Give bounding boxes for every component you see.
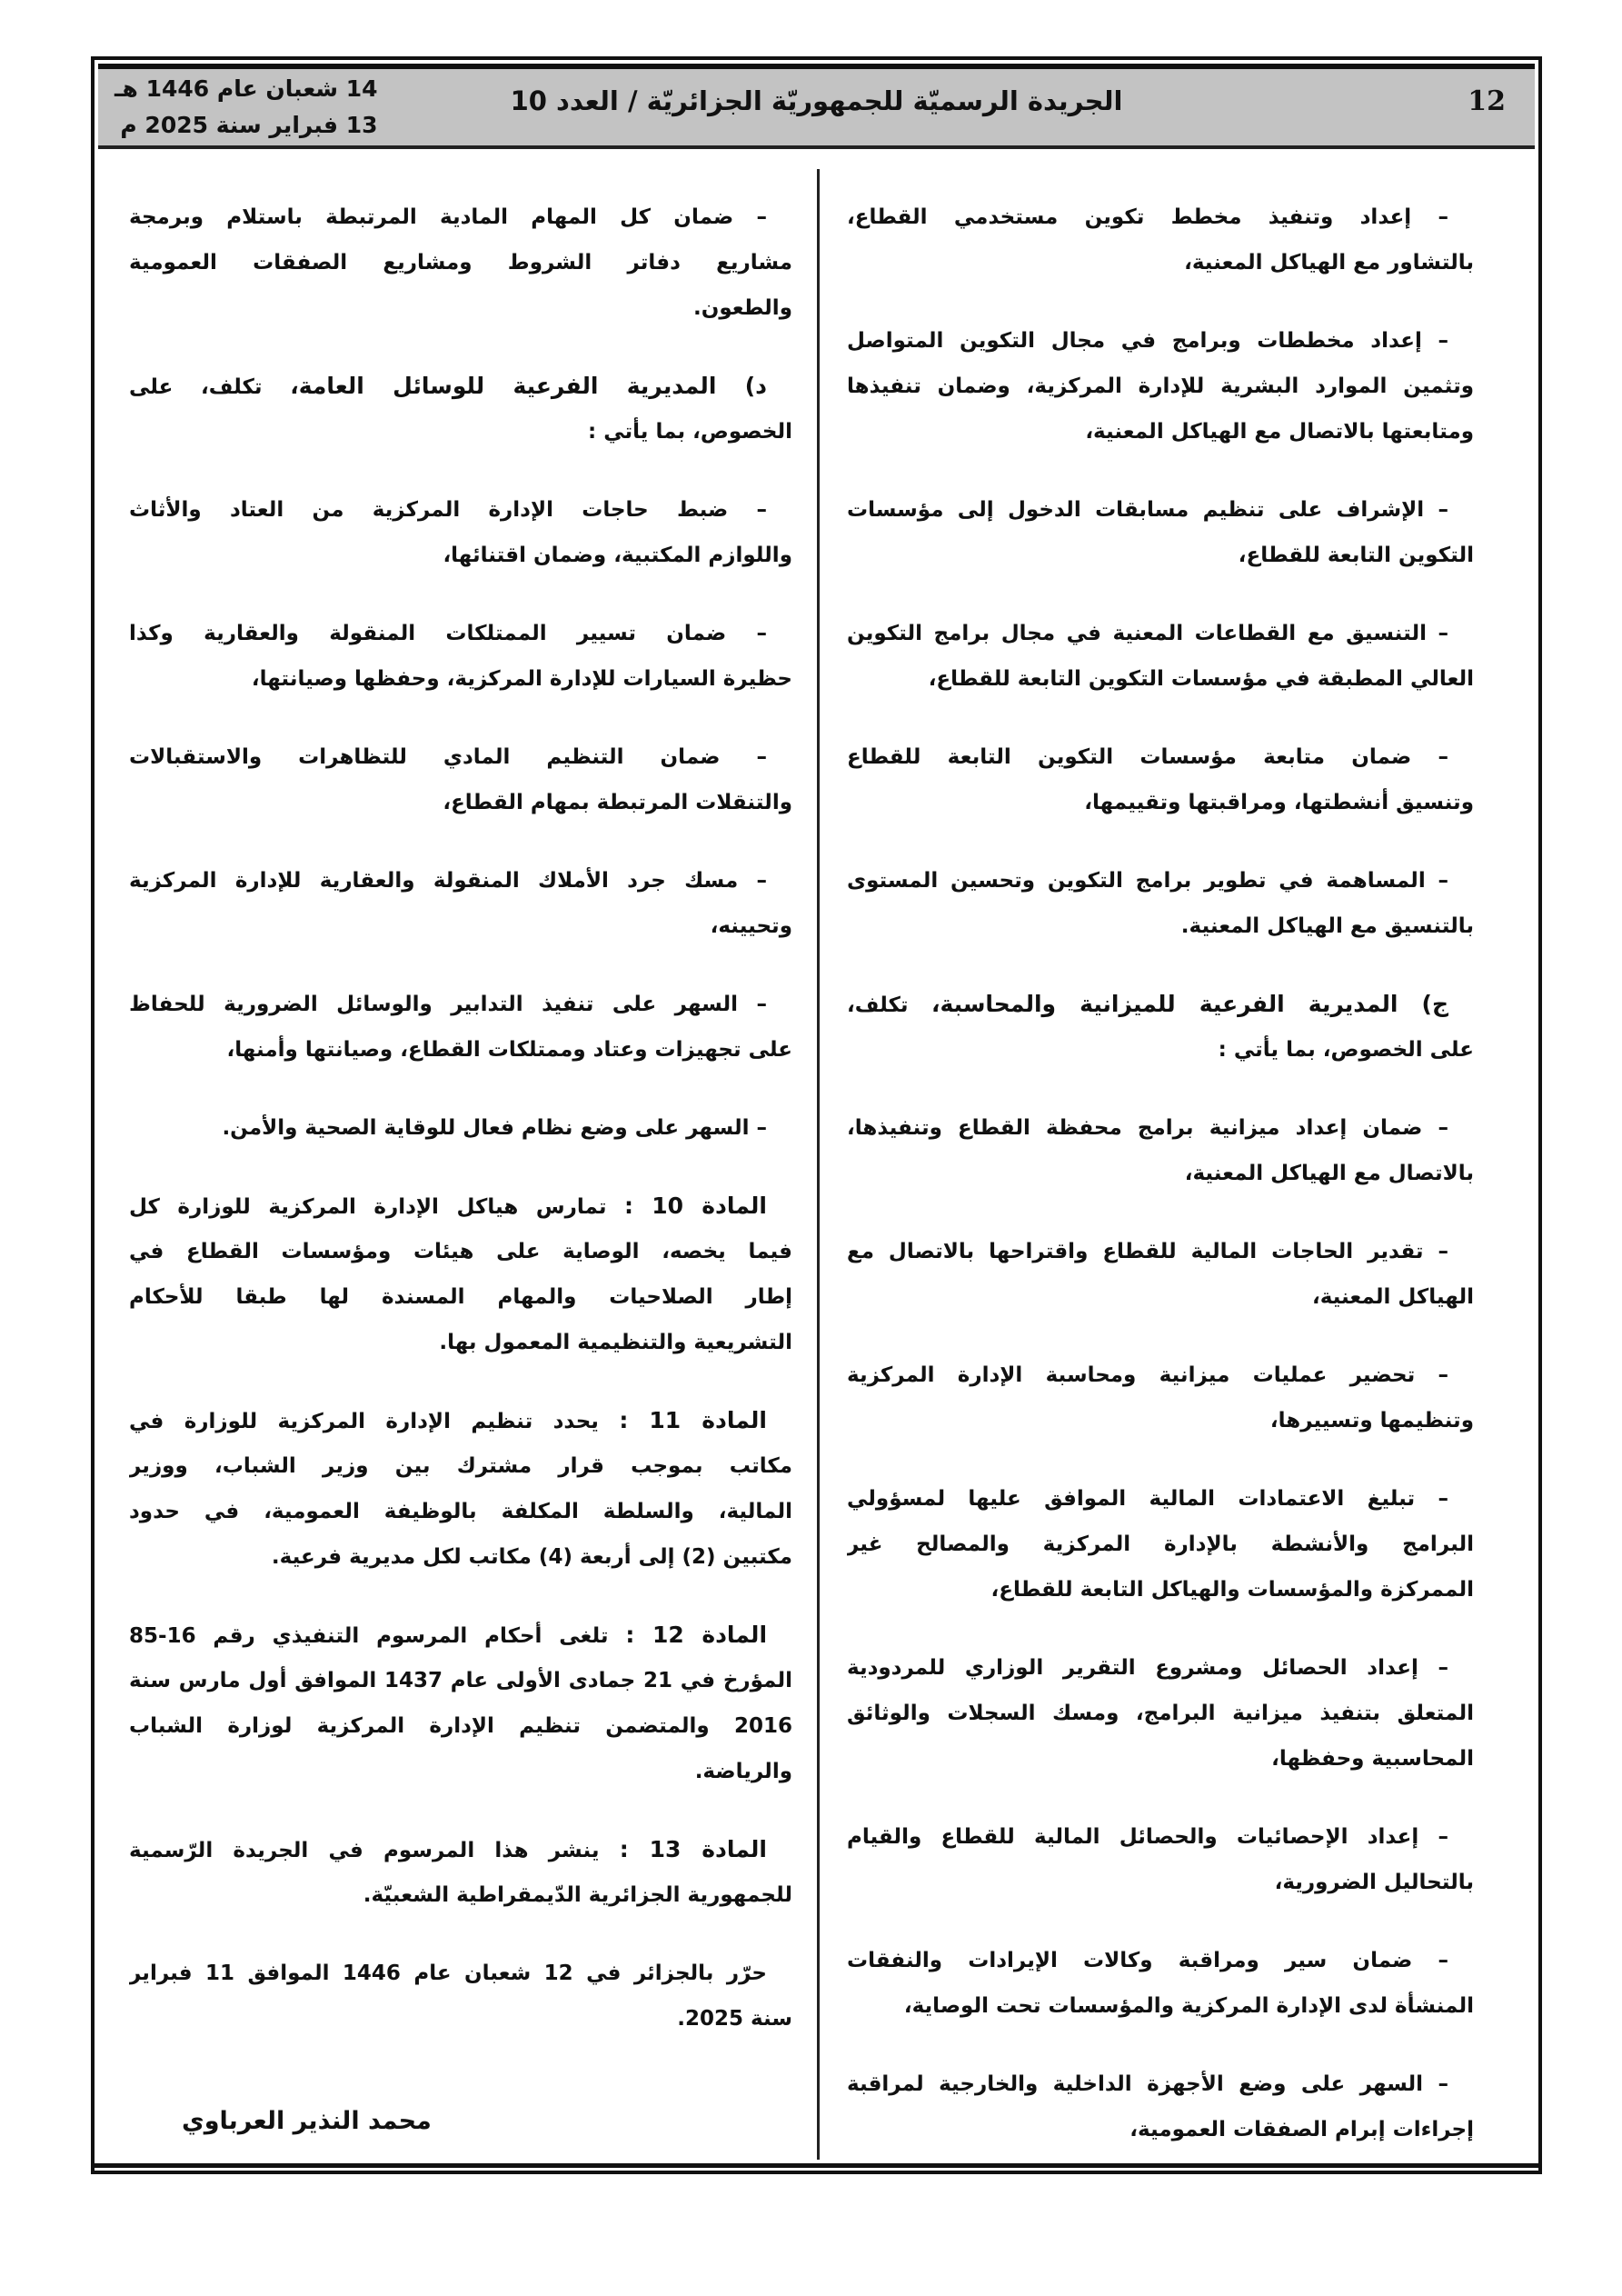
line-text: إطار الصلاحيات والمهام المسندة لها طبقا للأحكام xyxy=(129,1285,792,1309)
text-line xyxy=(129,1443,792,1489)
text-line xyxy=(847,1476,1474,1522)
right-column xyxy=(847,195,1474,2185)
left-column xyxy=(129,195,792,2074)
text-line xyxy=(847,1398,1474,1443)
text-line xyxy=(847,487,1474,533)
line-text: مكاتب بموجب قرار مشترك بين وزير الشباب، ووزير xyxy=(129,1454,792,1478)
line-text: إجراءات إبرام الصفقات العمومية، xyxy=(1129,2118,1474,2141)
line-text: – إعداد وتنفيذ مخطط تكوين مستخدمي القطاع، xyxy=(847,205,1448,229)
page-header xyxy=(98,64,1535,149)
line-text: – السهر على تنفيذ التدابير والوسائل الضرورية للحفاظ xyxy=(129,993,767,1016)
text-line xyxy=(847,1274,1474,1320)
line-text: تلغى أحكام المرسوم التنفيذي رقم 16-85 xyxy=(129,1624,626,1648)
text-line xyxy=(847,1814,1474,1860)
text-line xyxy=(129,1320,792,1365)
line-text: – تقدير الحاجات المالية للقطاع واقتراحها بالاتصال مع xyxy=(847,1240,1448,1263)
text-line xyxy=(847,780,1474,825)
line-text: تكلف، xyxy=(847,993,931,1017)
text-line xyxy=(847,903,1474,949)
article-paragraph xyxy=(129,1827,792,1918)
list-item xyxy=(847,1229,1474,1320)
text-line xyxy=(129,240,792,285)
line-text: 2016 والمتضمن تنظيم الإدارة المركزية لوزارة الشباب xyxy=(129,1714,792,1738)
list-item xyxy=(129,1105,792,1151)
text-line xyxy=(129,903,792,949)
text-line xyxy=(847,409,1474,454)
text-line xyxy=(847,1105,1474,1151)
line-text: – ضمان كل المهام المادية المرتبطة باستلام وبرمجة xyxy=(129,205,767,229)
line-text: حرّر بالجزائر في 12 شعبان عام 1446 الموافق 11 فبراير xyxy=(129,1962,767,1985)
column-divider xyxy=(817,169,820,2160)
line-text: على الخصوص، بما يأتي : xyxy=(1218,1038,1474,1062)
text-line xyxy=(129,364,792,409)
line-text: – إعداد مخططات وبرامج في مجال التكوين المتواصل xyxy=(847,329,1448,353)
line-text: – تحضير عمليات ميزانية ومحاسبة الإدارة المركزية xyxy=(847,1363,1448,1387)
text-line xyxy=(847,1567,1474,1612)
line-text: سنة 2025. xyxy=(677,2007,792,2031)
line-text: والرياضة. xyxy=(694,1760,792,1783)
article-paragraph xyxy=(129,1183,792,1365)
line-text: – ضمان تسيير الممتلكات المنقولة والعقارية وكذا xyxy=(129,622,767,645)
list-item xyxy=(847,487,1474,578)
text-line xyxy=(847,364,1474,409)
signature: محمد النذير العرباوي xyxy=(182,2107,432,2135)
line-text: مكتبين (2) إلى أربعة (4) مكاتب لكل مديرية فرعية. xyxy=(271,1545,792,1569)
line-text: – المساهمة في تطوير برامج التكوين وتحسين المستوى xyxy=(847,869,1448,893)
text-line xyxy=(129,1827,792,1872)
text-line xyxy=(847,1151,1474,1196)
text-line xyxy=(129,195,792,240)
text-line xyxy=(129,1274,792,1320)
text-line xyxy=(129,487,792,533)
line-text: التكوين التابعة للقطاع، xyxy=(1238,544,1474,567)
bold-heading: المادة 12 : xyxy=(625,1622,768,1648)
list-item xyxy=(847,1105,1474,1196)
text-line xyxy=(129,285,792,331)
line-text: فيما يخصه، الوصاية على هيئات ومؤسسات القطاع في xyxy=(129,1240,792,1263)
line-text: – ضمان سير ومراقبة وكالات الإيرادات والنفقات xyxy=(847,1949,1448,1972)
text-line xyxy=(129,1489,792,1534)
text-line xyxy=(847,1645,1474,1691)
list-item xyxy=(129,982,792,1073)
line-text: التشريعية والتنظيمية المعمول بها. xyxy=(439,1331,792,1354)
list-item xyxy=(847,1353,1474,1443)
bold-heading: د) المديرية الفرعية للوسائل العامة، xyxy=(290,373,767,399)
list-item xyxy=(847,1938,1474,2029)
text-line xyxy=(847,1983,1474,2029)
line-text: الهياكل المعنية، xyxy=(1311,1285,1474,1309)
text-line xyxy=(847,1353,1474,1398)
list-item xyxy=(129,195,792,331)
bottom-rule xyxy=(91,2171,1542,2174)
text-line xyxy=(129,1996,792,2041)
line-text: وتنظيمها وتسييرها، xyxy=(1269,1409,1474,1433)
text-line xyxy=(129,1658,792,1703)
line-text: بالتحاليل الضرورية، xyxy=(1274,1871,1474,1894)
line-text: – ضمان التنظيم المادي للتظاهرات والاستقبالات xyxy=(129,745,767,769)
line-text: المتعلق بتنفيذ ميزانية البرامج، ومسك السجلات والوثائق xyxy=(847,1702,1474,1725)
line-text: المحاسبية وحفظها، xyxy=(1271,1747,1474,1771)
line-text: – إعداد الإحصائيات والحصائل المالية للقطاع والقيام xyxy=(847,1825,1448,1849)
line-text: والتنقلات المرتبطة بمهام القطاع، xyxy=(443,791,792,814)
text-line xyxy=(847,1736,1474,1782)
list-item xyxy=(129,858,792,949)
text-line xyxy=(847,734,1474,780)
bottom-rule xyxy=(91,2163,1542,2168)
line-text: المنشأة لدى الإدارة المركزية والمؤسسات تحت الوصاية، xyxy=(903,1994,1474,2018)
line-text: – إعداد الحصائل ومشروع التقرير الوزاري للمردودية xyxy=(847,1656,1448,1680)
list-item xyxy=(847,318,1474,454)
text-line xyxy=(847,2107,1474,2152)
list-item xyxy=(847,858,1474,949)
line-text: بالتشاور مع الهياكل المعنية، xyxy=(1184,251,1474,275)
text-line xyxy=(129,858,792,903)
line-text: – الإشراف على تنظيم مسابقات الدخول إلى مؤسسات xyxy=(847,498,1448,522)
list-item xyxy=(129,611,792,702)
bold-heading: المادة 10 : xyxy=(624,1193,767,1219)
text-line xyxy=(129,1703,792,1749)
list-item xyxy=(847,611,1474,702)
text-line xyxy=(847,195,1474,240)
line-text: وتثمين الموارد البشرية للإدارة المركزية، وضمان تنفيذها xyxy=(847,374,1474,398)
line-text: – ضمان متابعة مؤسسات التكوين التابعة للقطاع xyxy=(847,745,1448,769)
line-text: – السهر على وضع الأجهزة الداخلية والخارجية لمراقبة xyxy=(847,2072,1448,2096)
text-line xyxy=(847,318,1474,364)
text-line xyxy=(129,1612,792,1658)
article-paragraph xyxy=(129,364,792,454)
text-line xyxy=(847,1229,1474,1274)
text-line xyxy=(847,1522,1474,1567)
bold-heading: ج) المديرية الفرعية للميزانية والمحاسبة، xyxy=(930,991,1448,1017)
text-line xyxy=(129,611,792,656)
text-line xyxy=(847,611,1474,656)
text-line xyxy=(847,240,1474,285)
text-line xyxy=(847,1691,1474,1736)
line-text: ومتابعتها بالاتصال مع الهياكل المعنية، xyxy=(1085,420,1474,444)
text-line xyxy=(129,1872,792,1918)
journal-title: الجريدة الرسميّة للجمهوريّة الجزائريّة / العدد 10 xyxy=(510,85,1123,116)
line-text: وتحيينه، xyxy=(710,914,792,938)
line-text: الممركزة والمؤسسات والهياكل التابعة للقطاع، xyxy=(990,1578,1474,1602)
issue-date xyxy=(114,71,378,144)
line-text: – ضمان إعداد ميزانية برامج محفظة القطاع وتنفيذها، xyxy=(847,1116,1448,1140)
hijri-date: 14 شعبان عام 1446 هـ xyxy=(114,75,378,102)
line-text: تكلف، على xyxy=(129,375,291,399)
line-text: الخصوص، بما يأتي : xyxy=(588,420,792,444)
gregorian-date: 13 فبراير سنة 2025 م xyxy=(120,112,378,138)
text-line xyxy=(847,982,1474,1027)
text-line xyxy=(129,1398,792,1443)
line-text: مشاريع دفاتر الشروط ومشاريع الصفقات العمومية xyxy=(129,251,792,275)
list-item xyxy=(129,1951,792,2041)
article-paragraph xyxy=(847,982,1474,1073)
list-item xyxy=(847,1814,1474,1905)
line-text: المؤرخ في 21 جمادى الأولى عام 1437 الموافق أول مارس سنة xyxy=(129,1669,792,1692)
list-item xyxy=(129,487,792,578)
text-line xyxy=(847,1938,1474,1983)
text-line xyxy=(129,409,792,454)
line-text: – ضبط حاجات الإدارة المركزية من العتاد والأثاث xyxy=(129,498,767,522)
line-text: العالي المطبقة في مؤسسات التكوين التابعة للقطاع، xyxy=(928,667,1474,691)
line-text: للجمهورية الجزائرية الدّيمقراطية الشعبيّة. xyxy=(363,1883,792,1907)
page-number: 12 xyxy=(1468,85,1506,117)
article-paragraph xyxy=(129,1398,792,1580)
line-text: واللوازم المكتبية، وضمان اقتنائها، xyxy=(443,544,792,567)
text-line xyxy=(129,982,792,1027)
text-line xyxy=(847,533,1474,578)
list-item xyxy=(847,1476,1474,1612)
text-line xyxy=(847,1027,1474,1073)
text-line xyxy=(129,1749,792,1794)
text-line xyxy=(129,1105,792,1151)
line-text: على تجهيزات وعتاد وممتلكات القطاع، وصيانتها وأمنها، xyxy=(226,1038,792,1062)
line-text: المالية، والسلطة المكلفة بالوظيفة العمومية، في حدود xyxy=(129,1500,792,1523)
line-text: – مسك جرد الأملاك المنقولة والعقارية للإدارة المركزية xyxy=(129,869,767,893)
text-line xyxy=(129,1183,792,1229)
line-text: بالاتصال مع الهياكل المعنية، xyxy=(1184,1162,1474,1185)
line-text: حظيرة السيارات للإدارة المركزية، وحفظها وصيانتها، xyxy=(251,667,792,691)
line-text: وتنسيق أنشطتها، ومراقبتها وتقييمها، xyxy=(1084,791,1474,814)
list-item xyxy=(129,734,792,825)
text-line xyxy=(847,2061,1474,2107)
list-item xyxy=(847,1645,1474,1782)
text-line xyxy=(129,1951,792,1996)
line-text: ينشر هذا المرسوم في الجريدة الرّسمية xyxy=(129,1839,620,1862)
line-text: – التنسيق مع القطاعات المعنية في مجال برامج التكوين xyxy=(847,622,1448,645)
list-item xyxy=(847,2061,1474,2152)
line-text: يحدد تنظيم الإدارة المركزية للوزارة في xyxy=(129,1410,620,1433)
text-line xyxy=(847,1860,1474,1905)
line-text: البرامج والأنشطة بالإدارة المركزية والمصالح غير xyxy=(847,1532,1474,1556)
line-text: – تبليغ الاعتمادات المالية الموافق عليها لمسؤولي xyxy=(847,1487,1448,1511)
bold-heading: المادة 11 : xyxy=(619,1407,767,1433)
text-line xyxy=(129,1534,792,1580)
text-line xyxy=(129,780,792,825)
text-line xyxy=(129,656,792,702)
line-text: بالتنسيق مع الهياكل المعنية. xyxy=(1180,914,1474,938)
text-line xyxy=(847,656,1474,702)
list-item xyxy=(847,195,1474,285)
line-text: تمارس هياكل الإدارة المركزية للوزارة كل xyxy=(129,1195,625,1219)
list-item xyxy=(847,734,1474,825)
bold-heading: المادة 13 : xyxy=(619,1836,767,1862)
line-text: والطعون. xyxy=(693,296,792,320)
line-text: – السهر على وضع نظام فعال للوقاية الصحية والأمن. xyxy=(222,1116,767,1140)
text-line xyxy=(129,1229,792,1274)
text-line xyxy=(129,1027,792,1073)
article-paragraph xyxy=(129,1612,792,1794)
text-line xyxy=(129,533,792,578)
text-line xyxy=(129,734,792,780)
text-line xyxy=(847,858,1474,903)
